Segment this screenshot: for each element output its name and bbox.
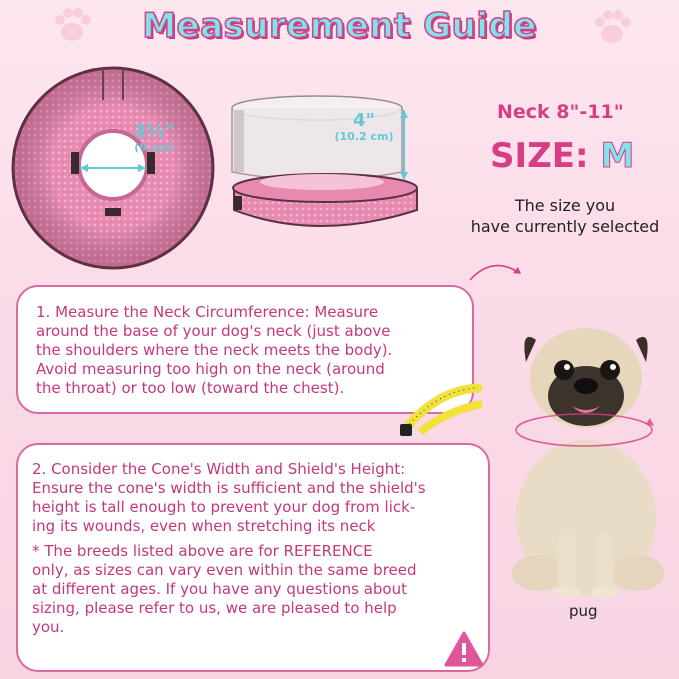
pug-dog-image bbox=[498, 318, 678, 600]
shield-height-label bbox=[324, 112, 404, 143]
cone-top-view-image bbox=[8, 60, 218, 275]
step2-text: 2. Consider the Cone's Width and Shield's Height: Ensure the cone's width is sufficient and the shield's height is tall enough to prevent your dog from lick- ing its wounds, even when stretching its neck bbox=[32, 460, 426, 535]
opening-diameter-inches: 3½" bbox=[133, 121, 175, 142]
size-value: M bbox=[600, 136, 635, 176]
curved-arrow-icon bbox=[466, 254, 526, 284]
breed-label: pug bbox=[569, 602, 598, 620]
reference-note: * The breeds listed above are for REFERENCE only, as sizes can vary even within the same breed at different ages. If you have any questions about sizing, please refer to us, we are pleased to help you. bbox=[32, 542, 417, 636]
warning-icon bbox=[444, 630, 484, 668]
step1-text: 1. Measure the Neck Circumference: Measure around the base of your dog's neck (just above the shoulders where the neck meets the body). Avoid measuring too high on the neck (around the throat) or too low (toward the chest). bbox=[36, 303, 393, 397]
page-title: Measurement Guide bbox=[142, 6, 537, 46]
selected-size-note: The size you have currently selected bbox=[470, 196, 660, 236]
opening-diameter-cm: (9 cm) bbox=[134, 141, 174, 154]
title-banner bbox=[0, 6, 679, 46]
opening-diameter-label bbox=[122, 123, 186, 154]
shield-height-inches: 4" bbox=[353, 110, 375, 131]
shield-height-cm: (10.2 cm) bbox=[334, 130, 394, 143]
size-prefix: SIZE: bbox=[490, 136, 589, 176]
size-label bbox=[490, 136, 634, 176]
neck-range: Neck 8"-11" bbox=[497, 101, 624, 123]
tape-measure-image bbox=[398, 380, 488, 440]
